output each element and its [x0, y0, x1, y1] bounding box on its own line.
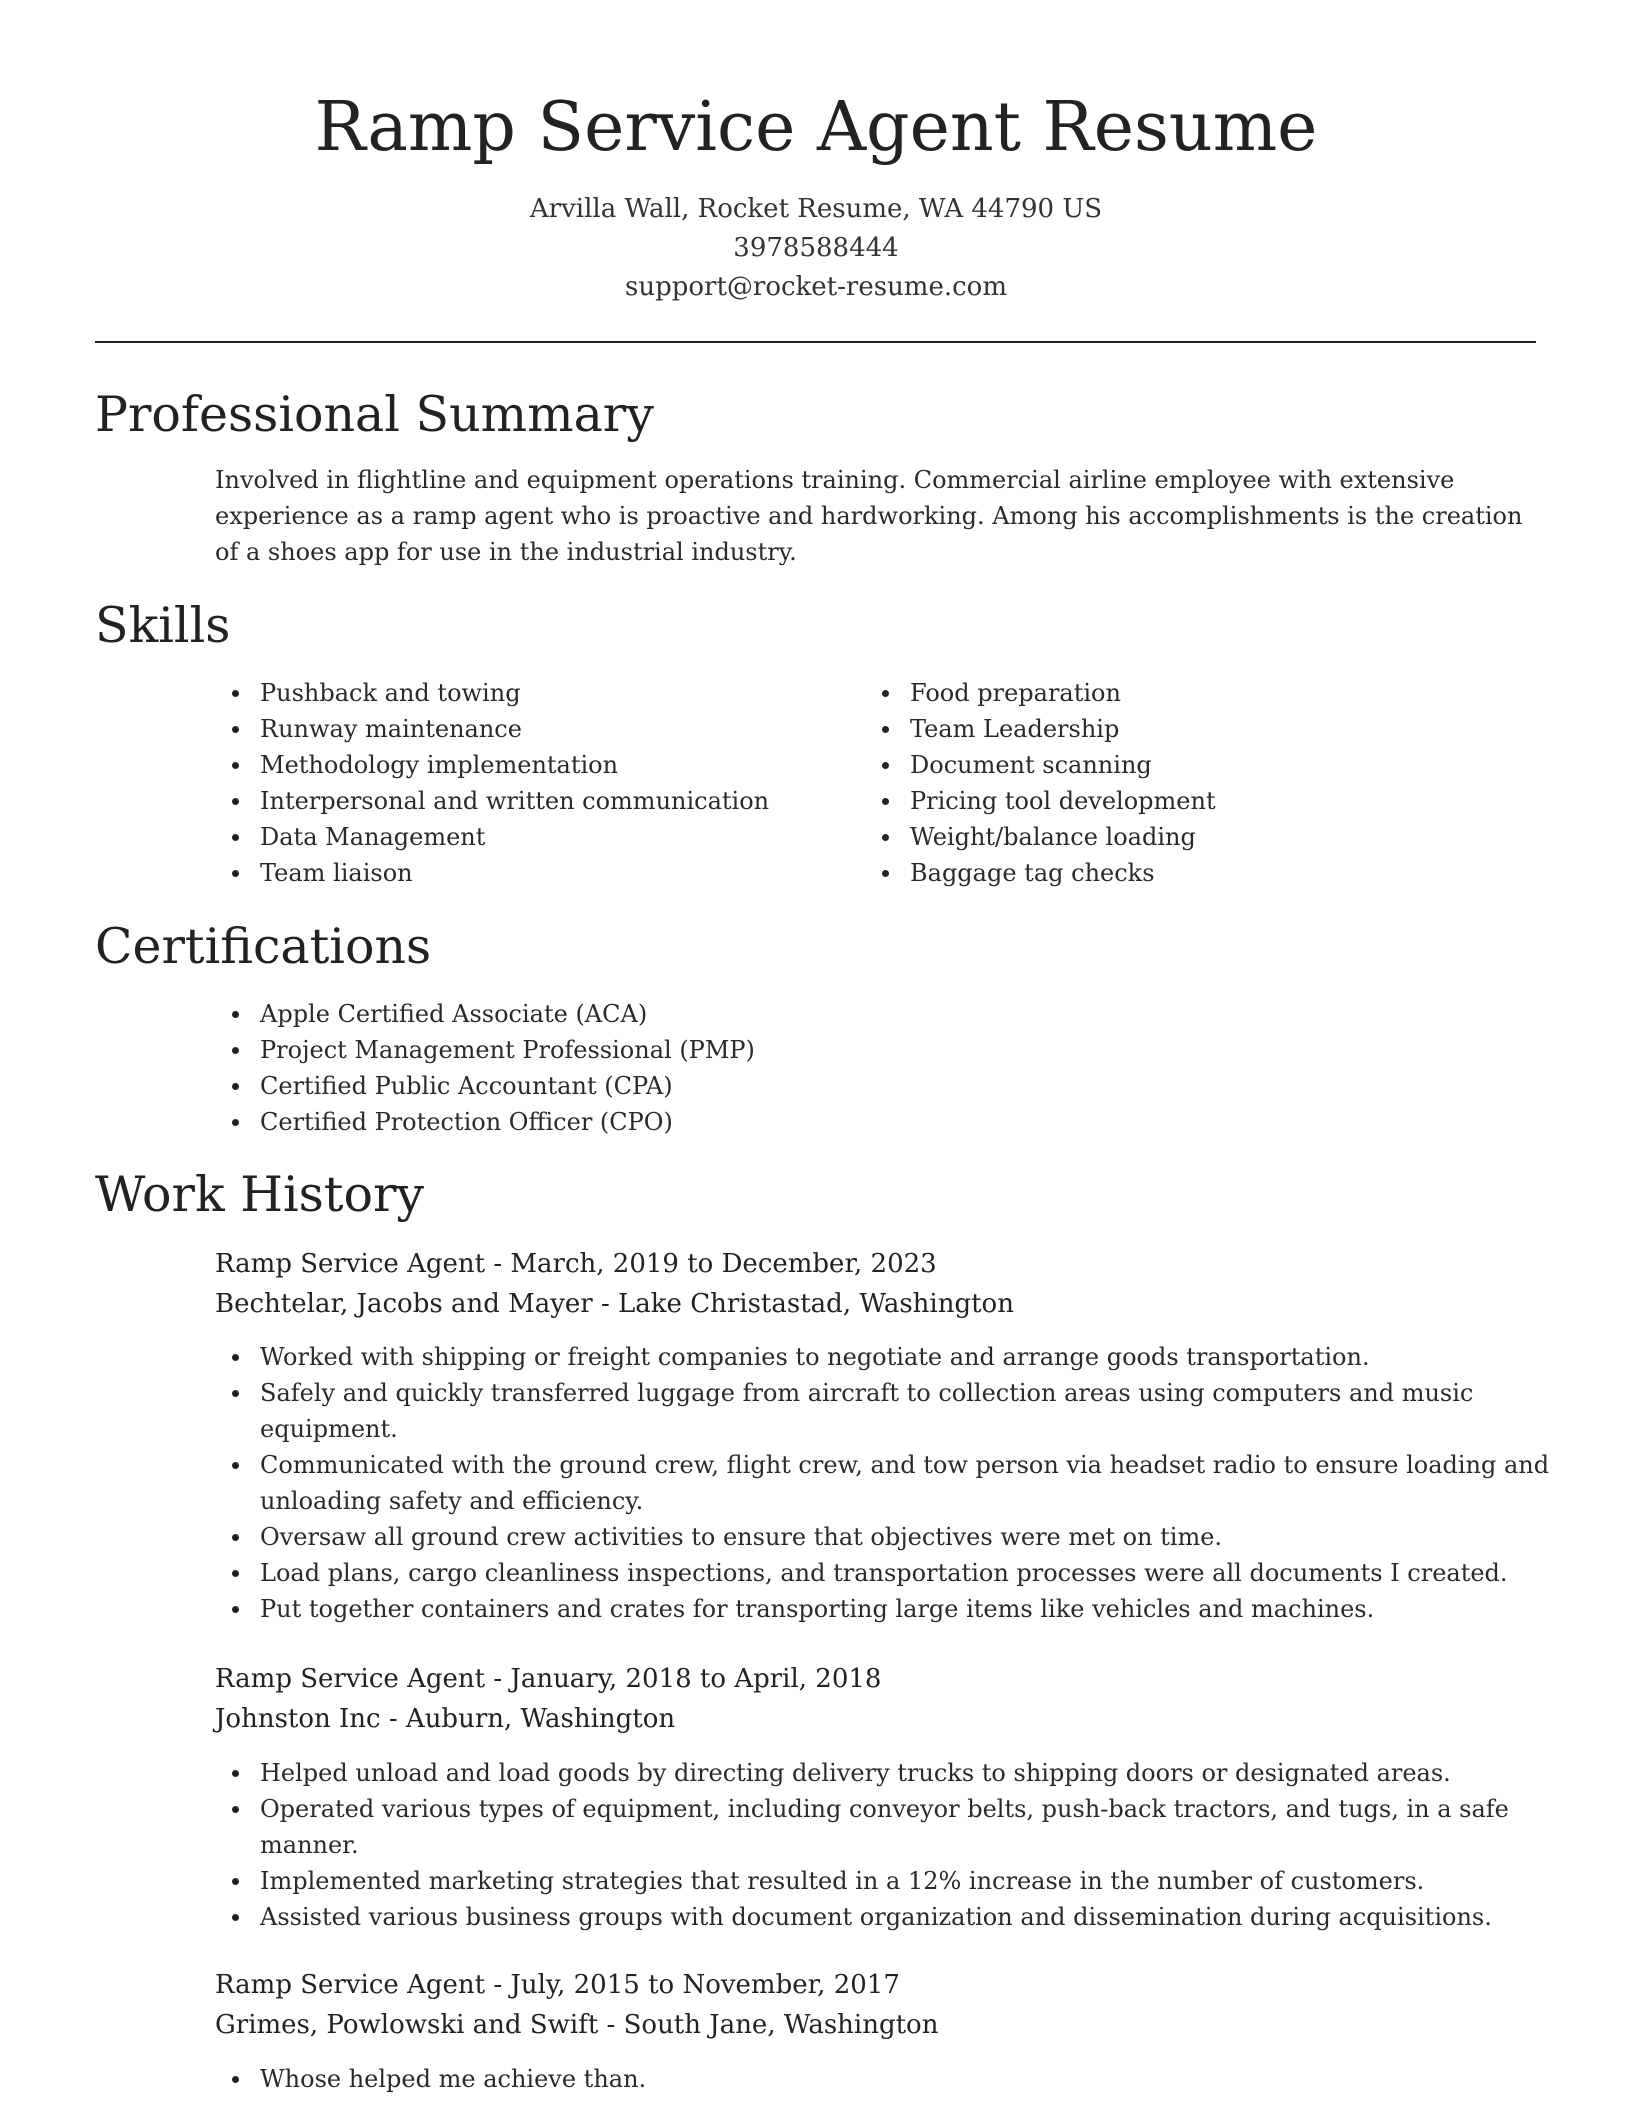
skills-list-right [865, 675, 1560, 891]
contact-phone: 3978588444 [733, 233, 899, 263]
list-item: Load plans, cargo cleanliness inspections, and transportation processes were all documents I created. [260, 1555, 1560, 1591]
work-history-heading: Work History [95, 1166, 425, 1223]
list-item: Whose helped me achieve than. [260, 2061, 1560, 2097]
list-item: Weight/balance loading [910, 819, 1560, 855]
list-item: Apple Certified Associate (ACA) [260, 996, 1560, 1032]
list-item: Interpersonal and written communication [260, 783, 860, 819]
skills-list-left [215, 675, 860, 891]
list-item: Assisted various business groups with document organization and dissemination during acquisitions. [260, 1899, 1560, 1935]
list-item: Implemented marketing strategies that resulted in a 12% increase in the number of customers. [260, 1863, 1560, 1899]
job-bullets [215, 2061, 1560, 2097]
job-title-line: Ramp Service Agent - January, 2018 to April, 2018 [215, 1664, 882, 1694]
job-bullets [215, 1755, 1560, 1935]
job-title-line: Ramp Service Agent - July, 2015 to November, 2017 [215, 1970, 900, 2000]
job-company-line: Johnston Inc - Auburn, Washington [215, 1704, 676, 1734]
contact-address: Arvilla Wall, Rocket Resume, WA 44790 US [529, 194, 1103, 224]
list-item: Methodology implementation [260, 747, 860, 783]
list-item: Food preparation [910, 675, 1560, 711]
job-title-line: Ramp Service Agent - March, 2019 to December, 2023 [215, 1249, 937, 1279]
list-item: Team Leadership [910, 711, 1560, 747]
list-item: Certified Protection Officer (CPO) [260, 1104, 1560, 1140]
list-item: Safely and quickly transferred luggage from aircraft to collection areas using computers and music equipment. [260, 1375, 1560, 1447]
certifications-heading: Certifications [95, 918, 432, 975]
list-item: Put together containers and crates for transporting large items like vehicles and machines. [260, 1591, 1560, 1627]
list-item: Data Management [260, 819, 860, 855]
job-bullets [215, 1339, 1560, 1627]
list-item: Oversaw all ground crew activities to ensure that objectives were met on time. [260, 1519, 1560, 1555]
contact-email: support@rocket-resume.com [624, 272, 1007, 302]
resume-title: Ramp Service Agent Resume [314, 88, 1318, 167]
job-company-line: Grimes, Powlowski and Swift - South Jane, Washington [215, 2010, 939, 2040]
list-item: Runway maintenance [260, 711, 860, 747]
list-item: Pricing tool development [910, 783, 1560, 819]
certifications-list [215, 996, 1560, 1140]
summary-heading: Professional Summary [95, 386, 654, 443]
summary-text: Involved in flightline and equipment operations training. Commercial airline employee with extensive experience as a ramp agent who is proactive and hardworking. Among his accomplishments is the creation of a shoes app for use in the industrial industry. [215, 466, 1523, 566]
list-item: Certified Public Accountant (CPA) [260, 1068, 1560, 1104]
list-item: Communicated with the ground crew, flight crew, and tow person via headset radio to ensure loading and unloading safety and efficiency. [260, 1447, 1560, 1519]
list-item: Document scanning [910, 747, 1560, 783]
list-item: Team liaison [260, 855, 860, 891]
skills-heading: Skills [95, 597, 231, 654]
list-item: Operated various types of equipment, including conveyor belts, push-back tractors, and tugs, in a safe manner. [260, 1791, 1560, 1863]
list-item: Helped unload and load goods by directing delivery trucks to shipping doors or designated areas. [260, 1755, 1560, 1791]
job-company-line: Bechtelar, Jacobs and Mayer - Lake Christastad, Washington [215, 1289, 1014, 1319]
list-item: Baggage tag checks [910, 855, 1560, 891]
header-divider [95, 341, 1536, 343]
list-item: Project Management Professional (PMP) [260, 1032, 1560, 1068]
list-item: Pushback and towing [260, 675, 860, 711]
list-item: Worked with shipping or freight companies to negotiate and arrange goods transportation. [260, 1339, 1560, 1375]
